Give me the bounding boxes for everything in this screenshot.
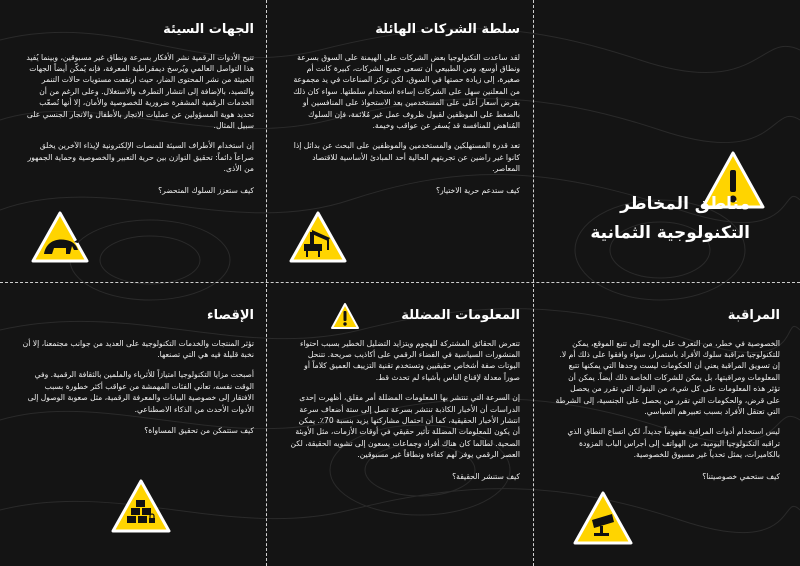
exclamation-warning-icon xyxy=(330,302,360,330)
panel-paragraph: أصبحت مزايا التكنولوجيا امتيازاً للأثرياء والملمين بالثقافة الرقمية. وفي الوقت نفسه، تعاني الفئات المهمشة من عواقب أكثر خطورة بسبب الافتقار إلى خصوصية البيانات والمعرفة الرقمية، مثل صعوبة الوصول إلى الأدوات الأحدث من الذكاء الاصطناعي. xyxy=(27,370,254,414)
panel-paragraph: إن استخدام الأطراف السيئة للمنصات الإلكترونية لإيذاء الآخرين يخلق صراعاً دائماً: تحقيق التوازن بين حرية التعبير والخصوصية وحماية الجمهور من الأذى. xyxy=(27,141,254,174)
cover-title xyxy=(560,190,750,248)
panel-paragraph: تعد قدرة المستهلكين والمستخدمين والموظفين على البحث عن بدائل إذا كانوا غير راضين عن تجربتهم الحالية أحد المبادئ الأساسية للاقتصاد المعاصر. xyxy=(293,141,520,174)
panel-paragraph: إن السرعة التي تنتشر بها المعلومات المضللة أمر مقلق، أظهرت إحدى الدراسات أن الأخبار الكاذبة تنتشر بسرعة تصل إلى ستة أضعاف سرعة انتشار الأخبار الحقيقية، كما أن احتمال مشاركتها يزيد بنسبة 70٪. يمكن أن يكون للمعلومات المضللة تأثير حقيقي في أوقات الأزمات، مثل الأوبئة الصحية. لطالما كان هناك أفراد وجماعات يسعون إلى تشويه الحقيقة، لكن العصر الرقمي يوفر لهم كفاءة ونطاقاً غير مسبوقين. xyxy=(290,393,520,460)
angry-bull-warning-icon xyxy=(30,210,90,264)
fold-divider-middle xyxy=(0,282,800,283)
panel-title: المراقبة xyxy=(727,308,780,323)
panel-paragraph: ليس استخدام أدوات المراقبة مفهوماً جديداً، لكن اتساع النطاق الذي تراقبه التكنولوجيا اليومية، من الهواتف إلى أجراس الباب المزودة بالكاميرات، يمثل تحدياً غير مسبوق للخصوصية. xyxy=(567,427,780,460)
cover-title-line2: التكنولوجية الثمانية xyxy=(590,222,750,243)
panel-title: المعلومات المضللة xyxy=(401,308,520,323)
panel-title: سلطة الشركات الهائلة xyxy=(375,22,520,37)
panel-paragraph: تتعرض الحقائق المشتركة للهجوم ويتزايد التضليل الخطير بسبب احتواء المنشورات السياسية في الفضاء الرقمي على أكاذيب صريحة. تتنحل البوتات صفة أشخاص حقيقيين وتستخدم تقنية التزييف العميق كلاماً أو صوراً معدلة لإقناع الناس بأشياء لم تحدث قط. xyxy=(300,338,520,382)
locked-blocks-warning-icon xyxy=(110,478,172,534)
cover-title-line1: مناطق المخاطر xyxy=(620,194,750,214)
panel-question: كيف ستعزز السلوك المتحضر؟ xyxy=(158,185,254,195)
surveillance-camera-warning-icon xyxy=(572,490,634,546)
fold-divider-left xyxy=(266,0,267,566)
panel-title: الإقصاء xyxy=(207,308,254,323)
panel-question: كيف ستتمكن من تحقيق المساواة؟ xyxy=(144,425,254,435)
panel-paragraph: تؤثر المنتجات والخدمات التكنولوجية على العديد من جوانب مجتمعنا، إلا أن نخبة قليلة فيه هي التي تصنعها. xyxy=(22,338,254,359)
panel-question: كيف ستدعم حرية الاختيار؟ xyxy=(435,185,520,195)
panel-question: كيف ستنشر الحقيقة؟ xyxy=(452,471,520,481)
panel-title: الجهات السيئة xyxy=(163,22,254,37)
giant-crane-warning-icon xyxy=(288,210,348,264)
fold-divider-right xyxy=(533,0,534,566)
panel-disinformation xyxy=(290,308,520,558)
panel-paragraph: تتيح الأدوات الرقمية نشر الأفكار بسرعة ونطاق غير مسبوقين، وبينما يُفيد هذا التواصل العالمي ويُرسخ ديمقراطية المعرفة، فإنه يُمكّن أيضاً الجهات الخبيثة من نشر المحتوى الضار، حيث ارتفعت مستويات حالات التنمر والتصيد، بالإضافة إلى انتشار التطرف والاستغلال. وعلى الرغم من أن الخدمات الرقمية المشفرة ضرورية للخصوصية والأمان، إلا أنها تُصعّب تحديد هوية المسؤولين عن عمليات الاتجار بالأطفال والاتجار الجنسي على سبيل المثال. xyxy=(26,52,254,130)
panel-paragraph: الخصوصية في خطر، من التعرف على الوجه إلى تتبع الموقع، يمكن للتكنولوجيا مراقبة سلوك الأفراد باستمرار، سواء وافقوا على ذلك أم لا. إن تسويق المراقبة يعني أن الحكومات ليست وحدها التي يمكنها تتبع المعلومات ومراقبتها، بل يمكن للشركات الخاصة ذلك أيضاً. يمكن أن تؤثر هذه المعلومات على كل شيء، من البنوك التي تقرر من يحصل على قرض، والحكومات التي تقرر من يحصل على الجنسية، إلى الشرطة التي تعتقل الأفراد بسبب تعبيرهم السياسي. xyxy=(555,338,780,416)
panel-paragraph: لقد ساعدت التكنولوجيا بعض الشركات على الهيمنة على السوق بسرعة ونطاق أوسع، ومن الطبيعي أن تسعى جميع الشركات، كبيرة كانت أم صغيرة، إلى زيادة حصتها في السوق، لكن تركز الصناعات في يد مجموعة من المعلنين سهل على الشركات إساءة استخدام سلطتها. سواء كان ذلك بفرض أسعار أعلى على المستخدمين بعد الاستحواذ على المنافسين أو بالضغط على الموظفين لقبول ظروف عمل غير مُلائمة، فإن السلوك المُناهض للمنافسة قد يُسفر عن عواقب وخيمة. xyxy=(293,52,520,130)
panel-question: كيف ستحمي خصوصيتنا؟ xyxy=(702,471,780,481)
